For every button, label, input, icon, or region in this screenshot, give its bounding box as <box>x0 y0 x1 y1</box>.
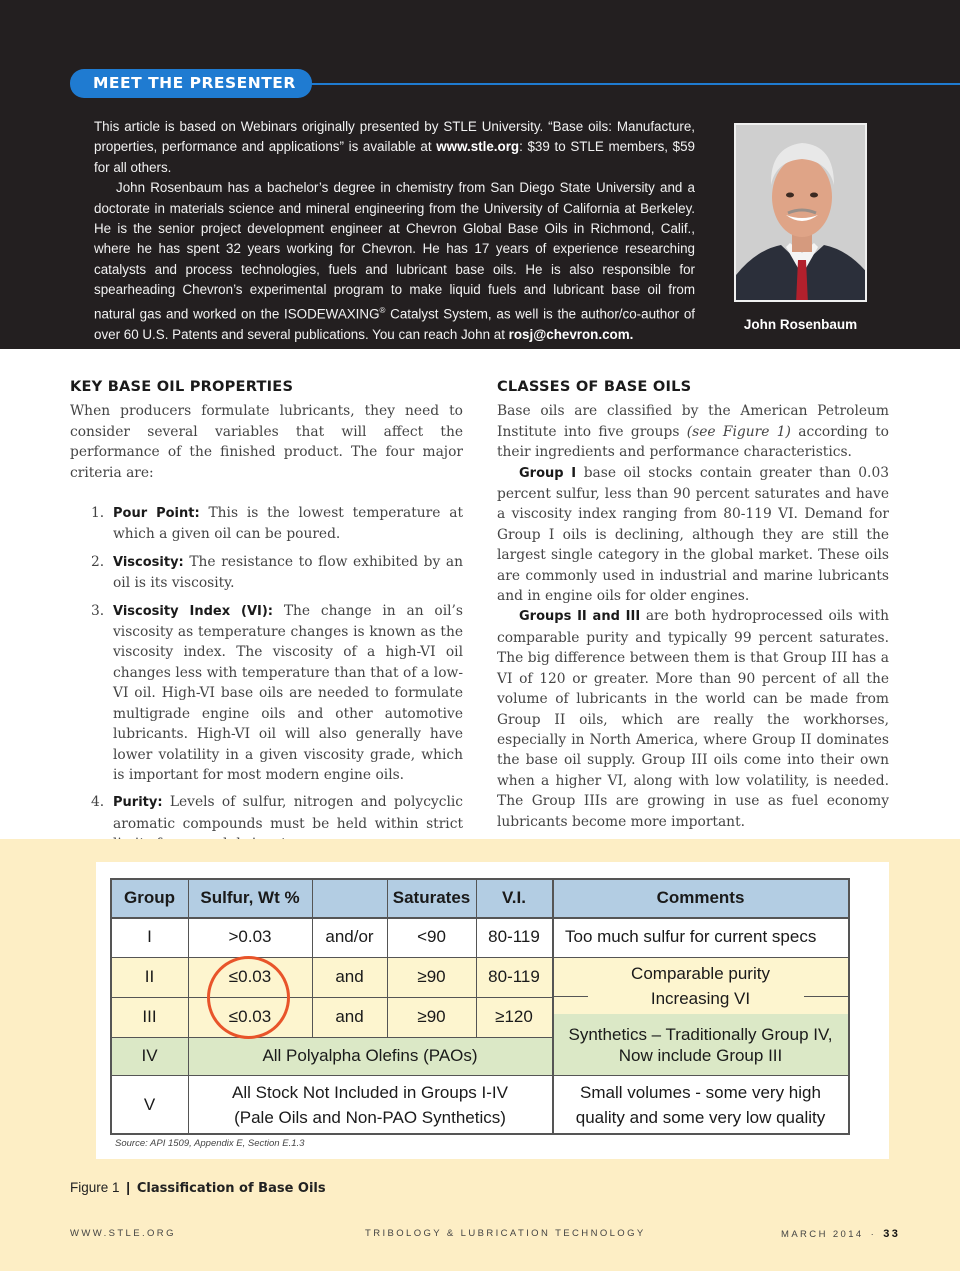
row1-vi: 80-119 <box>488 927 540 946</box>
row5-comment: Small volumes - some very high quality and some very low quality <box>575 1082 826 1127</box>
highlight-circle <box>207 956 290 1039</box>
list-item: 1. Pour Point: This is the lowest temperature at which a given oil can be poured. <box>91 505 464 543</box>
row2-conj: and <box>312 957 387 997</box>
bio-paragraph-2: John Rosenbaum has a bachelor’s degree in chemistry from San Diego State University and a doctorate in materials science and mineral engineering from the University of California at Berkeley. He is the senior project development engineer at Chevron Global Base Oils in Richmond, Calif., where he has spent 32 years working for Chevron. He has 17 years of experience researching catalysts and process technologies, fuels and lubricant base oils. He is also responsible for spearheading Chevron’s experimental program to make liquid fuels and lubricant base oil from natural gas and worked on the ISODEWAXING® Catalyst System, as well is the author/co-author of over 60 U.S. Patents and several publications. You can reach John at rosj@chevron.com. <box>94 180 696 342</box>
page-number: 33 <box>883 1228 901 1240</box>
section-label: MEET THE PRESENTER <box>70 69 312 98</box>
presenter-section <box>0 0 960 349</box>
figure-caption <box>70 1180 326 1196</box>
row2-comment: Comparable purity Increasing VI <box>552 957 849 1014</box>
grid-line <box>111 1037 552 1038</box>
header-vi: V.I. <box>476 879 552 917</box>
grid-line <box>387 879 388 1037</box>
row2-vi: 80-119 <box>476 957 552 997</box>
photo-caption: John Rosenbaum <box>743 317 858 332</box>
row3-conj: and <box>312 997 387 1037</box>
row1-saturates: <90 <box>417 927 446 946</box>
header-saturates: Saturates <box>387 879 476 917</box>
header-comments: Comments <box>552 879 849 917</box>
row1-sulfur: >0.03 <box>228 927 272 946</box>
row3-group: III <box>111 997 188 1037</box>
footer-page: MARCH 2014 · 33 <box>781 1228 901 1240</box>
footer-publication: TRIBOLOGY & LUBRICATION TECHNOLOGY <box>365 1228 646 1239</box>
grid-line <box>111 997 552 998</box>
bio-paragraph-1: This article is based on Webinars originally presented by STLE University. “Base oils: Manufacture, properties, performance and applications” is available at www.stle.org: $39 to STLE members, $59 for all others. <box>94 119 695 175</box>
presenter-photo <box>734 123 867 302</box>
grid-line <box>111 917 849 919</box>
figure-number: Figure 1 <box>70 1180 120 1195</box>
footer-date: MARCH 2014 <box>781 1229 864 1240</box>
grid-line <box>552 879 554 1134</box>
grid-line <box>111 957 849 958</box>
footer-website[interactable]: WWW.STLE.ORG <box>70 1228 176 1239</box>
presenter-bio <box>94 117 695 345</box>
row2-group: II <box>111 957 188 997</box>
grid-line <box>804 996 849 997</box>
grid-line <box>111 1075 849 1076</box>
table-source: Source: API 1509, Appendix E, Section E.1.3 <box>115 1138 305 1149</box>
row2-saturates: ≥90 <box>387 957 476 997</box>
figure-title: Classification of Base Oils <box>136 1181 326 1196</box>
list-item: 3. Viscosity Index (VI): The change in an oil’s viscosity as temperature changes is known as the viscosity index. The viscosity of a high-VI oil changes less with temperature than that of a low-VI oil. High-VI base oils are needed to formulate multigrade engine oils and other automotive lubricants. High-VI oil will also generally have lower volatility in a given viscosity grade, which is important for most modern engine oils. <box>91 602 463 783</box>
classes-paragraph-1: Base oils are classified by the American Petroleum Institute into five groups (see Figure 1) according to their ingredients and performance characteristics. <box>497 403 889 461</box>
key-properties-intro: When producers formulate lubricants, they need to consider several variables that will affect the performance of the finished product. The four major criteria are: <box>70 403 463 481</box>
grid-line <box>552 996 588 997</box>
stle-link[interactable]: www.stle.org <box>436 139 520 155</box>
grid-line <box>476 879 477 1037</box>
row3-sulfur: ≤0.03 <box>188 997 312 1037</box>
criteria-list <box>70 503 463 855</box>
row3-comment: Synthetics – Traditionally Group IV, Now include Group III <box>552 1014 849 1075</box>
row5-desc: All Stock Not Included in Groups I-IV (Pale Oils and Non-PAO Synthetics) <box>232 1082 508 1127</box>
figure-separator: | <box>126 1180 131 1195</box>
classes-heading: CLASSES OF BASE OILS <box>497 378 692 395</box>
grid-line <box>188 879 189 1134</box>
row3-saturates: ≥90 <box>387 997 476 1037</box>
key-properties-column <box>70 377 463 862</box>
classes-paragraph-2: Group I base oil stocks contain greater than 0.03 percent sulfur, less than 90 percent saturates and have a viscosity index ranging from 80-119 VI. Demand for Group I oils is declining, although they are still the largest single category in the global market. These oils are commonly used in industrial and marine lubricants and in engine oils for older engines. <box>497 464 890 605</box>
row2-sulfur: ≤0.03 <box>188 957 312 997</box>
key-properties-heading: KEY BASE OIL PROPERTIES <box>70 378 294 395</box>
row1-group: I <box>147 927 152 946</box>
list-item: 4. Purity: Levels of sulfur, nitrogen and polycyclic aromatic compounds must be held within strict <box>91 794 463 832</box>
row5-group: V <box>143 1094 156 1114</box>
row4-desc: All Polyalpha Olefins (PAOs) <box>188 1037 552 1075</box>
header-group: Group <box>111 879 188 917</box>
grid-line <box>312 879 313 1037</box>
classes-column <box>497 377 889 832</box>
email-link[interactable]: rosj@chevron.com. <box>508 326 634 342</box>
classes-paragraph-3: Groups II and III are both hydroprocessed oils with comparable purity and typically 99 percent saturates. The big difference between them is that Group III has a VI of 120 or greater. More than 90 percent of all the volume of lubricants in the world can be made from Group II oils, which are really the workhorses, especially in North America, where Group II dominates the base oil supply. Group III oils come into their own when a higher VI, along with low volatility, is needed. The Group IIIs are growing in use as fuel economy lubricants become more important. <box>497 608 890 830</box>
header-sulfur: Sulfur, Wt % <box>188 879 312 917</box>
row4-group: IV <box>111 1037 188 1075</box>
list-item: 2. Viscosity: The resistance to flow exhibited by an oil is its viscosity. <box>91 553 463 592</box>
row1-comment: Too much sulfur for current specs <box>565 927 817 946</box>
row3-vi: ≥120 <box>476 997 552 1037</box>
section-rule <box>290 83 960 85</box>
row1-conj: and/or <box>325 927 374 946</box>
